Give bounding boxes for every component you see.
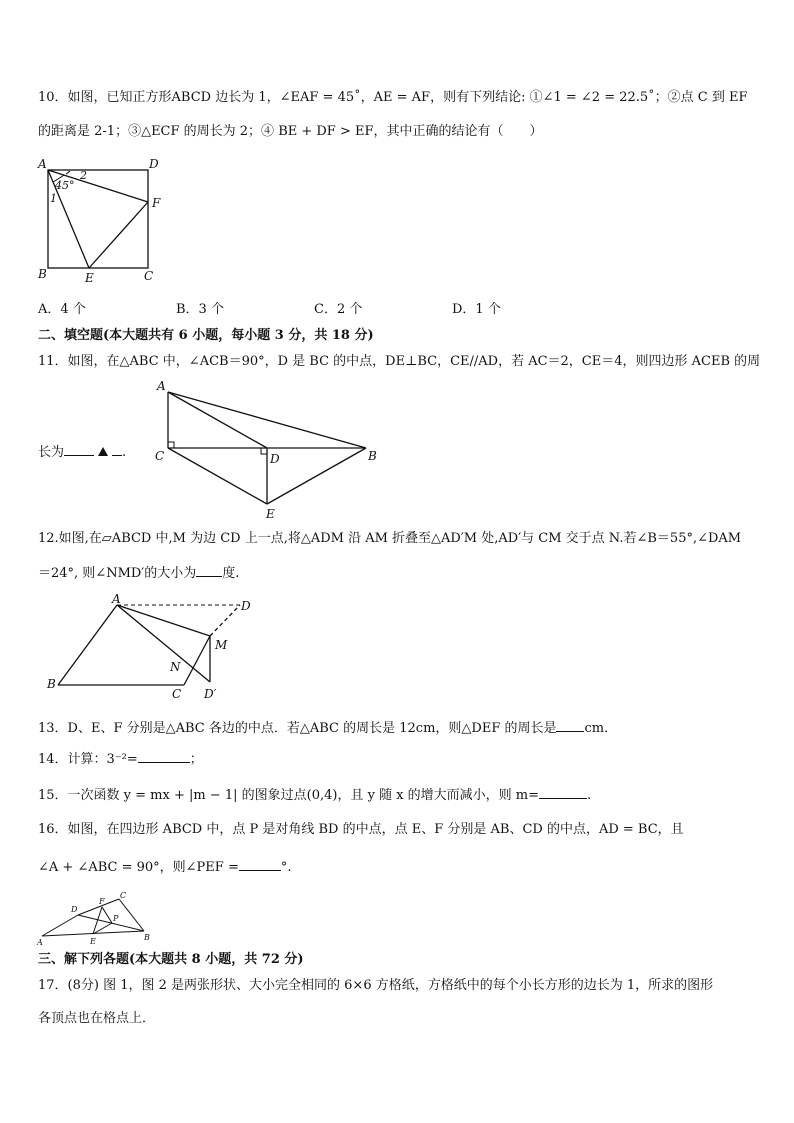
- q15-answer-blank[interactable]: [539, 784, 587, 799]
- triangle-icon: [98, 447, 108, 456]
- q11-line2: [38, 441, 758, 463]
- q16-answer-blank[interactable]: [239, 856, 281, 871]
- option-a[interactable]: A．4 个: [38, 302, 86, 317]
- q14-answer-blank[interactable]: [138, 748, 190, 763]
- label-m: M: [215, 638, 228, 652]
- label-d: D: [241, 599, 251, 613]
- label-c: C: [155, 449, 165, 463]
- q11-line1: 11．如图，在△ABC 中，∠ACB＝90°，D 是 BC 的中点，DE⊥BC，CE//AD，若 AC＝2，CE＝4，则四边形 ACEB 的周: [38, 354, 761, 369]
- label-b: B: [38, 267, 47, 281]
- q12-answer-blank[interactable]: [196, 562, 222, 577]
- label-b: B: [368, 449, 377, 463]
- section-3-heading: 三、解下列各题(本大题共 8 小题，共 72 分): [38, 952, 304, 967]
- label-e: E: [85, 271, 94, 285]
- label-c: C: [144, 269, 154, 283]
- option-d[interactable]: D．1 个: [452, 302, 501, 317]
- q11-prefix: 长为: [38, 445, 65, 460]
- section-2-heading: 二、填空题(本大题共有 6 小题，每小题 3 分，共 18 分): [38, 328, 374, 343]
- label-a: A: [112, 592, 121, 606]
- q12-line1: 12.如图,在▱ABCD 中,M 为边 CD 上一点,将△ADM 沿 AM 折叠至△AD′M 处,AD′与 CM 交于点 N.若∠B＝55°,∠DAM: [38, 531, 742, 546]
- segment-ef: [89, 202, 148, 268]
- q14: 14．计算：3⁻²= ；: [38, 748, 758, 770]
- label-d-prime: D′: [204, 687, 217, 701]
- q17-line2: 各顶点也在格点上．: [38, 1011, 156, 1026]
- option-c[interactable]: C．2 个: [314, 302, 363, 317]
- label-b: B: [144, 933, 150, 942]
- label-a: A: [37, 938, 43, 946]
- option-b[interactable]: B．3 个: [176, 302, 224, 317]
- q10-line2: 的距离是 2-1；③△ECF 的周长为 2；④ BE + DF > EF，其中正确的结论有（ ）: [38, 124, 543, 139]
- q13-answer-blank[interactable]: [556, 717, 584, 732]
- q11-answer-blank-tail: [112, 441, 122, 456]
- q12-suffix: 度.: [222, 566, 240, 581]
- label-n: N: [170, 660, 181, 674]
- label-c: C: [120, 891, 127, 900]
- q15: 15．一次函数 y = mx + |m − 1| 的图象过点(0,4)，且 y 随 x 的增大而减小，则 m= .: [38, 784, 758, 806]
- label-p: P: [113, 914, 119, 923]
- label-b: B: [47, 677, 56, 691]
- q11-figure: [150, 376, 385, 524]
- label-f: F: [152, 196, 161, 210]
- q17-line1: 17．(8分) 图 1，图 2 是两张形状、大小完全相同的 6×6 方格纸，方格纸中的每个小长方形的边长为 1，所求的图形: [38, 978, 714, 993]
- label-f: F: [99, 897, 105, 906]
- q10-line1: 10．如图，已知正方形ABCD 边长为 1，∠EAF = 45˚，AE = AF，则有下列结论: ①∠1 = ∠2 = 22.5˚；②点 C 到 EF: [38, 90, 748, 105]
- label-e: E: [266, 507, 275, 521]
- q13: 13．D、E、F 分别是△ABC 各边的中点．若△ABC 的周长是 12cm，则△DEF 的周长是 cm．: [38, 717, 758, 739]
- label-45: 45°: [55, 179, 75, 192]
- label-a: A: [38, 157, 47, 171]
- q11-answer-blank[interactable]: [64, 441, 94, 456]
- q12-figure: [44, 592, 264, 702]
- label-e: E: [90, 937, 96, 946]
- q16-line1: 16．如图，在四边形 ABCD 中，点 P 是对角线 BD 的中点，点 E、F 分别是 AB、CD 的中点，AD = BC，且: [38, 822, 684, 837]
- label-c: C: [172, 687, 182, 701]
- label-2: 2: [80, 169, 87, 182]
- label-d: D: [71, 905, 78, 914]
- q12-prefix: ＝24°, 则∠NMD′的大小为: [38, 566, 197, 581]
- q11-suffix: .: [122, 445, 127, 460]
- label-a: A: [157, 379, 166, 393]
- q10-figure: [36, 156, 166, 286]
- q16-figure: [36, 888, 156, 946]
- q12-line2: [38, 562, 758, 584]
- angle-2-arc: [66, 171, 70, 174]
- label-1: 1: [50, 192, 57, 205]
- q16-line2: ∠A + ∠ABC = 90°，则∠PEF = °.: [38, 856, 758, 878]
- label-d: D: [149, 157, 159, 171]
- label-d: D: [270, 452, 280, 466]
